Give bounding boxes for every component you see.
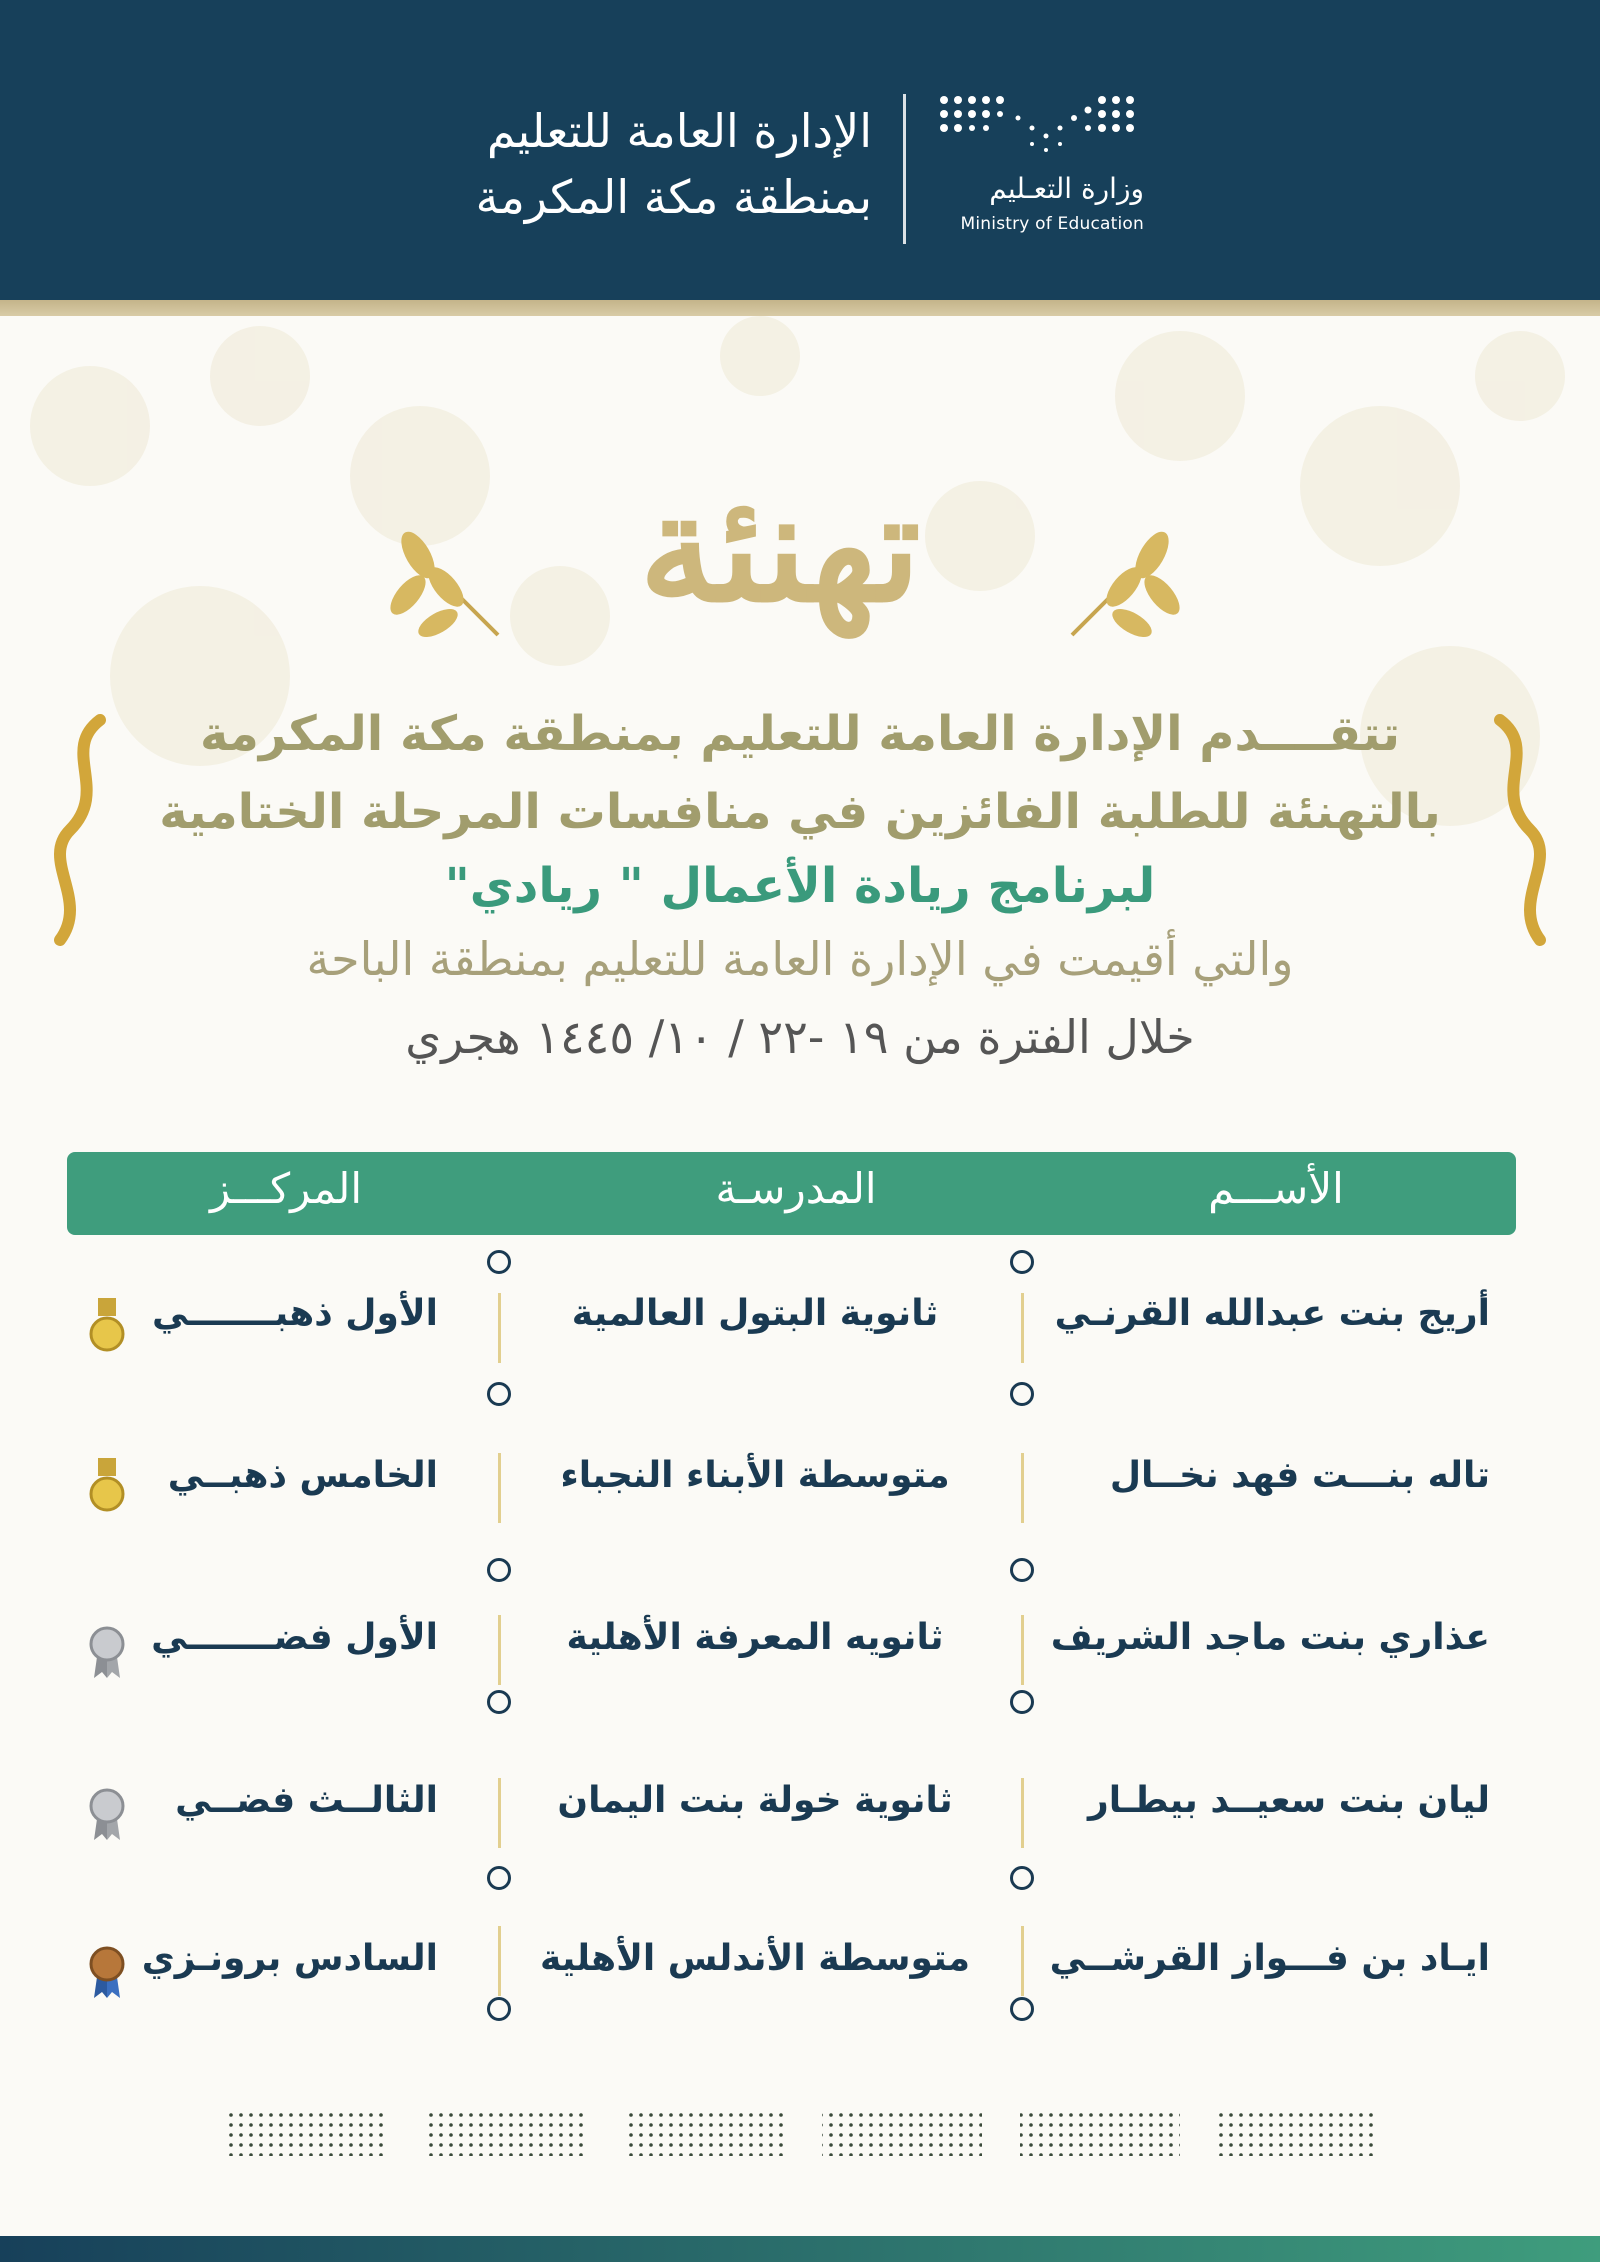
column-separator — [1021, 1453, 1024, 1523]
row-school: متوسطة الأندلس الأهلية — [539, 1938, 971, 1979]
message-line-2: بالتهنئة للطلبة الفائزين في منافسات المرحلة الختامية — [159, 784, 1441, 840]
column-separator — [1021, 1615, 1024, 1685]
separator-ring — [487, 1690, 511, 1714]
footer-dots-pattern — [228, 2112, 1378, 2158]
row-rank: الخامس ذهبــي — [167, 1455, 438, 1496]
separator-ring — [487, 1558, 511, 1582]
gold-medal-icon — [86, 1298, 128, 1358]
row-name: أريج بنت عبدالله القرنـي — [1054, 1293, 1490, 1334]
separator-ring — [1010, 1866, 1034, 1890]
ministry-name-english: Ministry of Education — [960, 214, 1144, 234]
row-name: ايـاد بن فـــواز القرشــي — [1049, 1938, 1490, 1979]
gold-medal-icon — [86, 1458, 128, 1518]
separator-ring — [1010, 1558, 1034, 1582]
column-separator — [1021, 1926, 1024, 1996]
row-name: عذاري بنت ماجد الشريف — [1050, 1617, 1490, 1658]
column-separator — [498, 1926, 501, 1996]
message-line-1: تتقــــدم الإدارة العامة للتعليم بمنطقة مكة المكرمة — [200, 706, 1400, 762]
column-separator — [498, 1293, 501, 1363]
separator-ring — [1010, 1690, 1034, 1714]
header-school: المدرسـة — [715, 1164, 877, 1213]
column-separator — [498, 1778, 501, 1848]
header-name: الأســـم — [1208, 1164, 1344, 1213]
row-name: ليان بنت سعيــد بيطـار — [1087, 1780, 1490, 1821]
congratulations-title: تهنئة — [639, 460, 921, 636]
row-rank: الثالــث فضــي — [175, 1780, 438, 1821]
ministry-name-arabic: وزارة التعـليم — [989, 172, 1144, 205]
separator-ring — [487, 1250, 511, 1274]
column-separator — [498, 1453, 501, 1523]
silver-medal-icon — [86, 1782, 128, 1842]
row-rank: الأول ذهبـــــــي — [152, 1293, 438, 1334]
row-school: ثانوية البتول العالمية — [571, 1293, 939, 1334]
column-separator — [1021, 1293, 1024, 1363]
column-separator — [498, 1615, 501, 1685]
message-line-4: والتي أقيمت في الإدارة العامة للتعليم بمنطقة الباحة — [306, 932, 1294, 986]
header-rank: المركـــز — [209, 1164, 362, 1213]
row-rank: الأول فضـــــــي — [151, 1617, 438, 1658]
separator-ring — [1010, 1250, 1034, 1274]
row-rank: السادس برونـزي — [141, 1938, 438, 1979]
program-name: لبرنامج ريادة الأعمال " ريادي" — [444, 858, 1156, 914]
bronze-medal-icon — [86, 1940, 128, 2000]
row-school: ثانوية خولة بنت اليمان — [557, 1780, 953, 1821]
message-date: خلال الفترة من ١٩ -٢٢ / ١٠/ ١٤٤٥ هجري — [405, 1010, 1195, 1064]
separator-ring — [487, 1866, 511, 1890]
separator-ring — [487, 1382, 511, 1406]
separator-ring — [1010, 1997, 1034, 2021]
silver-medal-icon — [86, 1620, 128, 1680]
separator-ring — [1010, 1382, 1034, 1406]
row-name: تاله بنـــت فهد نخــال — [1109, 1455, 1490, 1496]
row-school: متوسطة الأبناء النجباء — [560, 1455, 950, 1496]
column-separator — [1021, 1778, 1024, 1848]
department-line-1: الإدارة العامة للتعليم — [486, 104, 872, 158]
footer-strip — [0, 2236, 1600, 2262]
row-school: ثانويه المعرفة الأهلية — [566, 1617, 944, 1658]
separator-ring — [487, 1997, 511, 2021]
department-line-2: بمنطقة مكة المكرمة — [475, 170, 872, 224]
